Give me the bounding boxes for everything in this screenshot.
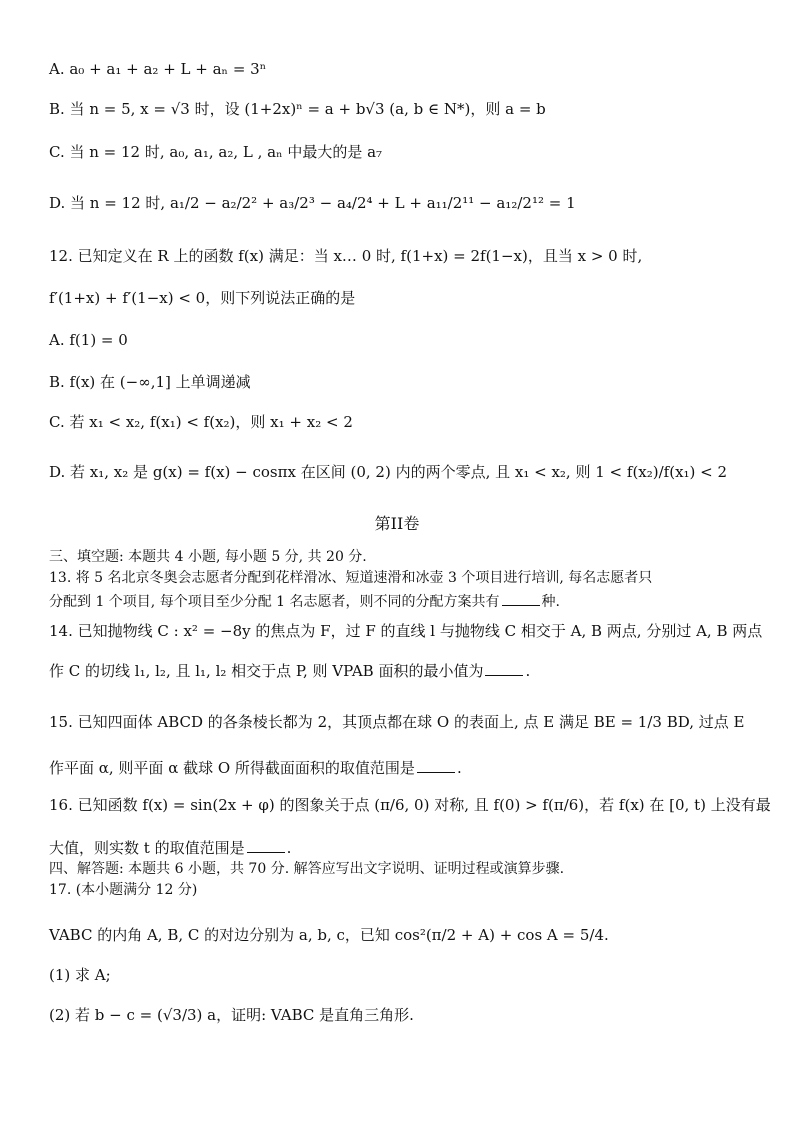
section4-header: 四、解答题: 本题共 6 小题，共 70 分. 解答应写出文字说明、证明过程或演算步骤. xyxy=(49,861,565,877)
q12-option-a: A. f(1) = 0 xyxy=(49,331,128,349)
q13-line2 xyxy=(49,590,560,612)
q13-line1: 13. 将 5 名北京冬奥会志愿者分配到花样滑冰、短道速滑和冰壶 3 个项目进行培训, 每名志愿者只 xyxy=(49,570,653,586)
q12-stem-line2: f′(1+x) + f′(1−x) < 0，则下列说法正确的是 xyxy=(49,289,356,307)
q13-answer-blank xyxy=(502,590,540,606)
q14-answer-blank xyxy=(485,660,523,676)
q16-answer-blank xyxy=(247,837,285,853)
q14-line2 xyxy=(49,660,530,681)
q16-line2 xyxy=(49,837,291,858)
q12-option-b: B. f(x) 在 (−∞,1] 上单调递减 xyxy=(49,373,251,391)
q13-line2-tail: 种. xyxy=(541,594,560,610)
q12-stem-line1: 12. 已知定义在 R 上的函数 f(x) 满足：当 x… 0 时, f(1+x) = 2f(1−x)，且当 x > 0 时, xyxy=(49,247,643,265)
q12-option-d: D. 若 x₁, x₂ 是 g(x) = f(x) − cosπx 在区间 (0, 2) 内的两个零点, 且 x₁ < x₂, 则 1 < f(x₂)/f(x₁) < 2 xyxy=(49,463,728,481)
q15-line2-text: 作平面 α, 则平面 α 截球 O 所得截面面积的取值范围是 xyxy=(49,759,415,777)
q15-line2-tail: . xyxy=(456,759,462,777)
q17-title: 17. (本小题满分 12 分) xyxy=(49,882,198,898)
q17-part1: (1) 求 A; xyxy=(49,966,111,984)
q15-line1: 15. 已知四面体 ABCD 的各条棱长都为 2，其顶点都在球 O 的表面上, 点 E 满足 BE = 1/3 BD, 过点 E xyxy=(49,713,745,731)
q12-option-c: C. 若 x₁ < x₂, f(x₁) < f(x₂)，则 x₁ + x₂ < 2 xyxy=(49,413,353,431)
q15-answer-blank xyxy=(417,757,455,773)
q14-line2-text: 作 C 的切线 l₁, l₂, 且 l₁, l₂ 相交于点 P, 则 VPAB 面积的最小值为 xyxy=(49,662,484,680)
volume-title: 第II卷 xyxy=(374,514,420,533)
q13-line2-text: 分配到 1 个项目, 每个项目至少分配 1 名志愿者，则不同的分配方案共有 xyxy=(49,594,500,610)
q16-line2-text: 大值，则实数 t 的取值范围是 xyxy=(49,839,245,857)
q16-line1: 16. 已知函数 f(x) = sin(2x + φ) 的图象关于点 (π/6, 0) 对称, 且 f(0) > f(π/6)，若 f(x) 在 [0, t) 上没有最 xyxy=(49,796,771,814)
q17-part2: (2) 若 b − c = (√3/3) a，证明: VABC 是直角三角形. xyxy=(49,1006,414,1024)
q11-option-c: C. 当 n = 12 时, a₀, a₁, a₂, L , aₙ 中最大的是 a₇ xyxy=(49,143,383,161)
section3-header: 三、填空题: 本题共 4 小题, 每小题 5 分, 共 20 分. xyxy=(49,549,367,565)
q11-option-d: D. 当 n = 12 时, a₁/2 − a₂/2² + a₃/2³ − a₄/2⁴ + L + a₁₁/2¹¹ − a₁₂/2¹² = 1 xyxy=(49,194,576,212)
q14-line2-tail: . xyxy=(525,662,531,680)
q11-option-a: A. a₀ + a₁ + a₂ + L + aₙ = 3ⁿ xyxy=(49,60,267,78)
q16-line2-tail: . xyxy=(286,839,292,857)
q11-option-b: B. 当 n = 5, x = √3 时，设 (1+2x)ⁿ = a + b√3 (a, b ∈ N*)，则 a = b xyxy=(49,100,546,118)
q14-line1: 14. 已知抛物线 C : x² = −8y 的焦点为 F，过 F 的直线 l 与抛物线 C 相交于 A, B 两点, 分别过 A, B 两点 xyxy=(49,622,763,640)
q17-stem: VABC 的内角 A, B, C 的对边分别为 a, b, c，已知 cos²(π/2 + A) + cos A = 5/4. xyxy=(49,926,609,944)
q15-line2 xyxy=(49,757,462,778)
